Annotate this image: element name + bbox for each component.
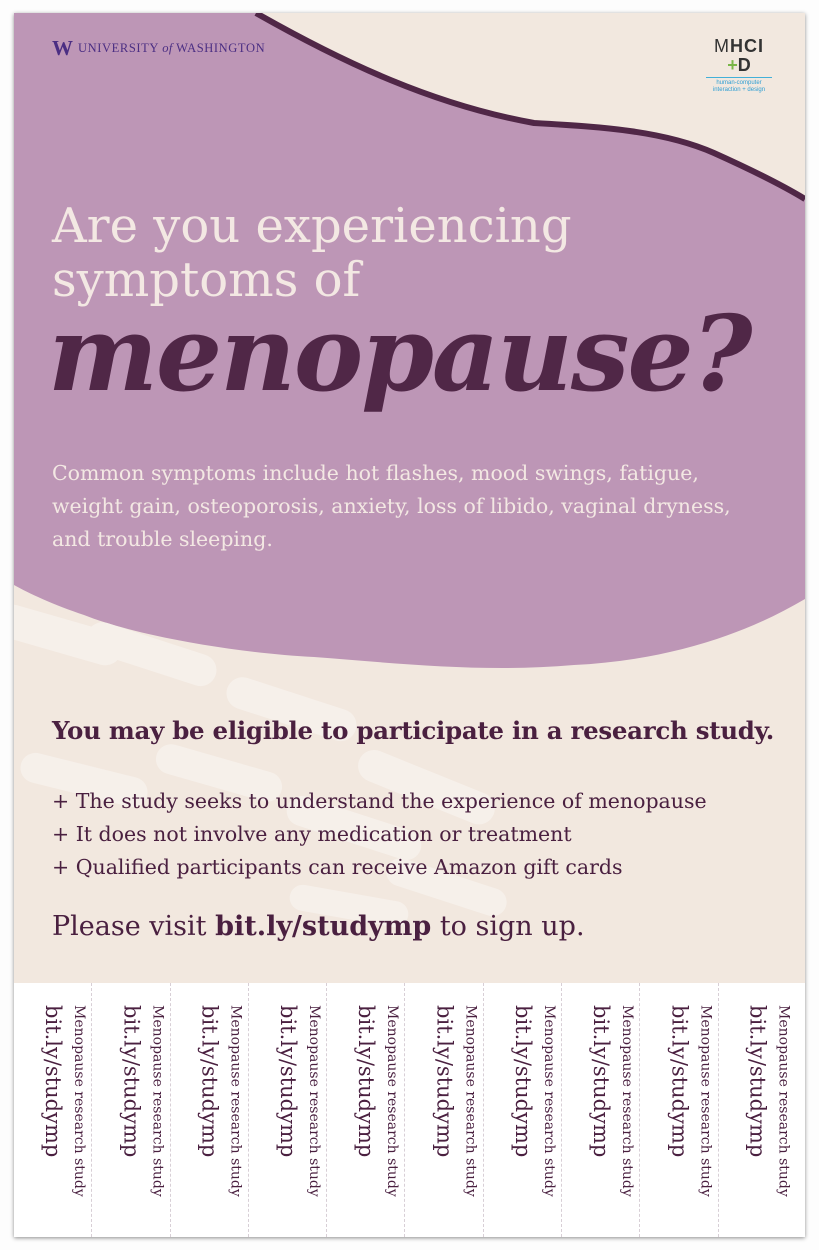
uw-logo [52, 35, 266, 60]
symptoms-paragraph: Common symptoms include hot flashes, mood swings, fatigue, weight gain, osteoporosis, anxiety, loss of libido, vaginal dryness, and trouble sleeping. [52, 461, 731, 551]
flyer-poster [14, 13, 805, 1237]
tear-tab[interactable] [14, 983, 92, 1237]
tear-tab-url: bit.ly/studymp [667, 1005, 692, 1158]
tear-tab-label: Menopause research study [697, 1005, 714, 1197]
tear-tab[interactable] [171, 983, 249, 1237]
tear-tab-url: bit.ly/studymp [510, 1005, 535, 1158]
tear-tab-label: Menopause research study [227, 1005, 244, 1197]
tear-tab-label: Menopause research study [384, 1005, 401, 1197]
tear-tab-label: Menopause research study [305, 1005, 322, 1197]
tear-tab-label: Menopause research study [619, 1005, 636, 1197]
tear-tab-url: bit.ly/studymp [197, 1005, 222, 1158]
headline-line-2: symptoms of [52, 252, 361, 308]
tear-tab[interactable] [562, 983, 640, 1237]
mhci-logo: MHCI +D human-computer interaction + design [704, 37, 774, 94]
tear-tab-url: bit.ly/studymp [41, 1005, 65, 1158]
tear-tab[interactable] [484, 983, 562, 1237]
tear-tab-label: Menopause research study [540, 1005, 557, 1197]
tear-tab-label: Menopause research study [775, 1005, 792, 1197]
tear-tab[interactable] [405, 983, 483, 1237]
signup-url[interactable]: bit.ly/studymp [215, 911, 432, 942]
tear-tab-url: bit.ly/studymp [354, 1005, 379, 1158]
tear-tab-url: bit.ly/studymp [745, 1005, 770, 1158]
headline-big-word: menopause? [48, 292, 751, 415]
uw-wordmark: UNIVERSITY of WASHINGTON [78, 40, 266, 55]
tear-tab-url: bit.ly/studymp [119, 1005, 144, 1158]
signup-instruction: Please visit bit.ly/studymp to sign up. [52, 911, 585, 942]
tear-tab-label: Menopause research study [149, 1005, 166, 1197]
tear-tab[interactable] [249, 983, 327, 1237]
tear-tab-label: Menopause research study [71, 1005, 87, 1197]
tear-tab-url: bit.ly/studymp [432, 1005, 457, 1158]
tear-tab[interactable] [640, 983, 718, 1237]
headline-line-1: Are you experiencing [52, 198, 572, 254]
tear-tab-url: bit.ly/studymp [589, 1005, 614, 1158]
bullet-item: + Qualified participants can receive Amazon gift cards [52, 855, 623, 879]
uw-w-mark: W [52, 35, 72, 60]
tear-tab[interactable] [92, 983, 170, 1237]
tear-tab[interactable] [719, 983, 797, 1237]
bullet-item: + It does not involve any medication or treatment [52, 822, 572, 846]
tear-tab-label: Menopause research study [462, 1005, 479, 1197]
eligibility-heading: You may be eligible to participate in a research study. [52, 716, 774, 745]
tear-tab[interactable] [327, 983, 405, 1237]
study-bullets [52, 785, 707, 884]
bullet-item: + The study seeks to understand the experience of menopause [52, 789, 707, 813]
tear-tab-url: bit.ly/studymp [275, 1005, 300, 1158]
tear-off-tabs [14, 983, 805, 1237]
